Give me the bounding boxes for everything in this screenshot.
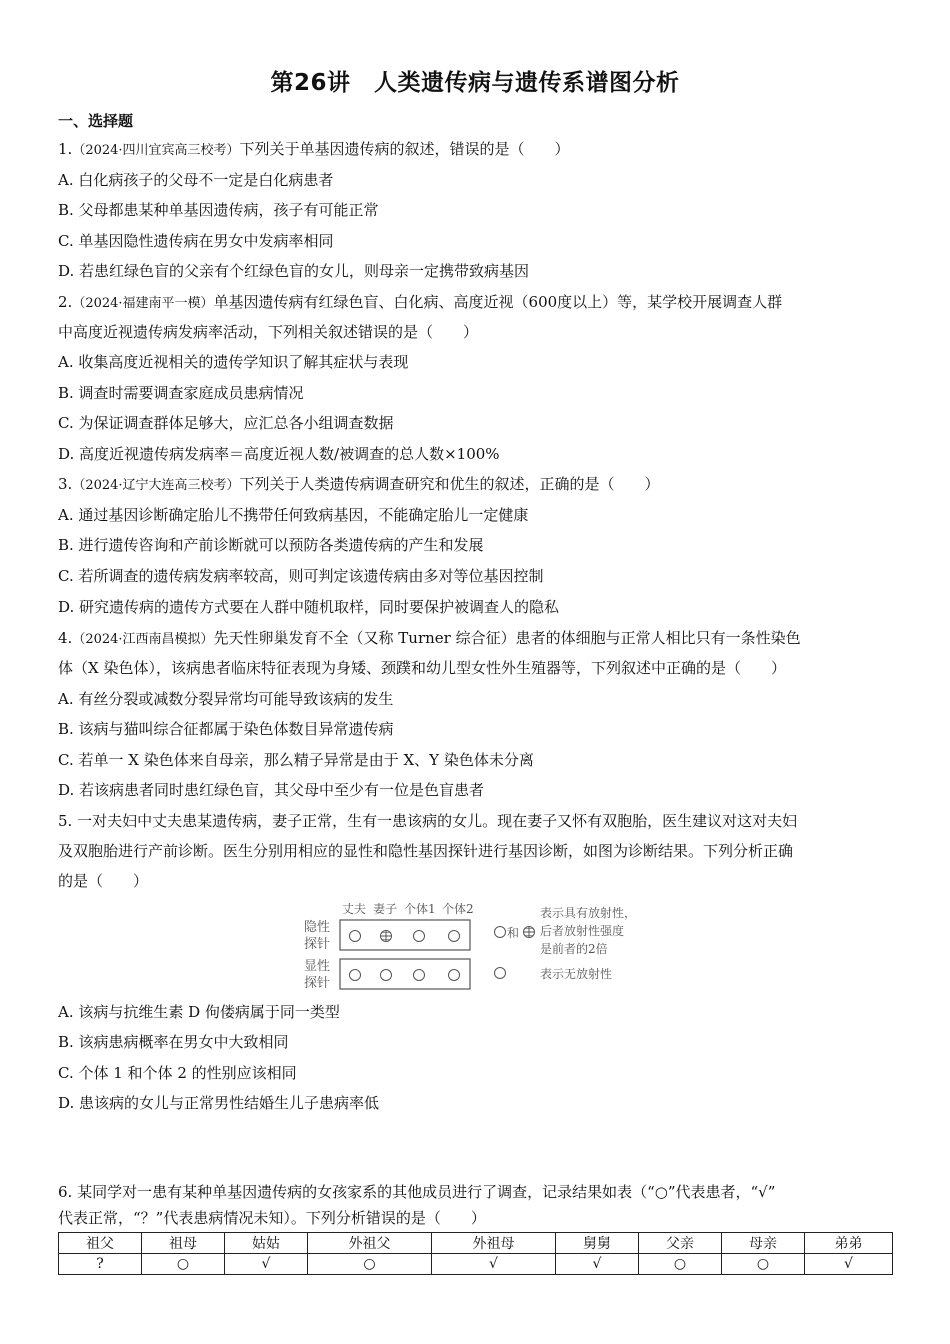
probe-diagnosis-figure — [296, 898, 666, 998]
header-cell: 祖父 — [59, 1233, 142, 1254]
q2-number: 2. — [58, 293, 73, 311]
legend-text-2: 后者放射性强度 — [540, 924, 625, 938]
dot-wife-recessive-strong — [381, 931, 392, 942]
legend-text-1: 表示具有放射性， — [540, 906, 637, 920]
header-cell: 外祖母 — [432, 1233, 556, 1254]
col-husband: 丈夫 — [342, 902, 367, 916]
dot-wife-dominant — [381, 970, 392, 981]
header-cell: 舅舅 — [556, 1233, 639, 1254]
legend-and: 和 — [507, 926, 520, 940]
q4-text-1: 先天性卵巢发育不全（又称 Turner 综合征）患者的体细胞与正常人相比只有一条性染色 — [213, 629, 801, 647]
q4-option-b: B. 该病与猫叫综合征都属于染色体数目异常遗传病 — [58, 720, 394, 738]
q4-option-d: D. 若该病患者同时患红绿色盲，其父母中至少有一位是色盲患者 — [58, 781, 485, 799]
row-recessive-label-2: 探针 — [304, 937, 331, 952]
col-wife: 妻子 — [373, 902, 398, 916]
q5-text-3: 的是（ ） — [58, 872, 149, 890]
q2-source: （2024·福建南平一模） — [72, 296, 214, 311]
value-cell: √ — [432, 1254, 556, 1275]
family-survey-table — [58, 1232, 893, 1275]
q1-option-b: B. 父母都患某种单基因遗传病，孩子有可能正常 — [58, 201, 379, 219]
q4-text-2: 体（X 染色体），该病患者临床特征表现为身矮、颈蹼和幼儿型女性外生殖器等，下列叙述中正确的是（ ） — [58, 659, 786, 677]
q1-number: 1. — [58, 140, 73, 158]
q5-option-a: A. 该病与抗维生素 D 佝偻病属于同一类型 — [58, 1003, 340, 1021]
value-cell: ○ — [639, 1254, 722, 1275]
q5-text-1: 5. 一对夫妇中丈夫患某遗传病，妻子正常，生有一患该病的女儿。现在妻子又怀有双胞胎，医生建议对这对夫妇 — [58, 812, 798, 830]
q5-option-d: D. 患该病的女儿与正常男性结婚生儿子患病率低 — [58, 1094, 380, 1112]
q1-option-d: D. 若患红绿色盲的父亲有个红绿色盲的女儿，则母亲一定携带致病基因 — [58, 262, 530, 280]
dot-individual1-dominant — [414, 970, 425, 981]
q2-text-1: 单基因遗传病有红绿色盲、白化病、高度近视（600度以上）等，某学校开展调查人群 — [213, 293, 783, 311]
row-dominant-label-2: 探针 — [304, 976, 331, 991]
header-cell: 姑姑 — [225, 1233, 308, 1254]
table-header-row — [59, 1233, 893, 1254]
q4-number: 4. — [58, 629, 73, 647]
q3-stem — [58, 474, 892, 496]
value-cell: ○ — [308, 1254, 432, 1275]
q3-source: （2024·辽宁大连高三校考） — [72, 478, 240, 493]
q2-stem — [58, 292, 892, 314]
q3-number: 3. — [58, 475, 73, 493]
q5-option-b: B. 该病患病概率在男女中大致相同 — [58, 1033, 289, 1051]
section-heading: 一、选择题 — [58, 112, 134, 130]
value-cell: ○ — [722, 1254, 805, 1275]
header-cell: 外祖父 — [308, 1233, 432, 1254]
value-cell: √ — [225, 1254, 308, 1275]
q5-text-2: 及双胞胎进行产前诊断。医生分别用相应的显性和隐性基因探针进行基因诊断，如图为诊断结果。下列分析正确 — [58, 842, 794, 860]
row-dominant-label-1: 显性 — [304, 959, 331, 974]
col-individual-2: 个体2 — [442, 902, 474, 916]
legend-dot-radioactive — [495, 927, 506, 938]
table-row — [59, 1254, 893, 1275]
value-cell: √ — [805, 1254, 893, 1275]
q4-option-c: C. 若单一 X 染色体来自母亲，那么精子异常是由于 X、Y 染色体未分离 — [58, 751, 534, 769]
dot-individual1-recessive — [414, 931, 425, 942]
dominant-probe-box — [340, 959, 470, 989]
q2-option-a: A. 收集高度近视相关的遗传学知识了解其症状与表现 — [58, 353, 409, 371]
recessive-probe-box — [340, 920, 470, 950]
dot-husband-dominant — [350, 970, 361, 981]
q1-option-c: C. 单基因隐性遗传病在男女中发病率相同 — [58, 232, 334, 250]
header-cell: 祖母 — [142, 1233, 225, 1254]
dot-individual2-dominant — [449, 970, 460, 981]
legend-text-none: 表示无放射性 — [540, 967, 613, 981]
q2-text-2: 中高度近视遗传病发病率活动，下列相关叙述错误的是（ ） — [58, 323, 479, 341]
header-cell: 母亲 — [722, 1233, 805, 1254]
q3-option-d: D. 研究遗传病的遗传方式要在人群中随机取样，同时要保护被调查人的隐私 — [58, 598, 560, 616]
value-cell: ? — [59, 1254, 142, 1275]
col-individual-1: 个体1 — [404, 902, 436, 916]
q2-option-c: C. 为保证调查群体足够大，应汇总各小组调查数据 — [58, 414, 394, 432]
q4-source: （2024·江西南昌模拟） — [72, 632, 214, 647]
q3-option-a: A. 通过基因诊断确定胎儿不携带任何致病基因，不能确定胎儿一定健康 — [58, 506, 529, 524]
q1-text: 下列关于单基因遗传病的叙述，错误的是（ ） — [239, 140, 570, 158]
legend-dot-none — [495, 968, 506, 979]
header-cell: 父亲 — [639, 1233, 722, 1254]
legend-dot-strong — [524, 927, 535, 938]
q4-stem — [58, 628, 892, 650]
legend-text-3: 是前者的2倍 — [540, 942, 608, 956]
value-cell: ○ — [142, 1254, 225, 1275]
q1-option-a: A. 白化病孩子的父母不一定是白化病患者 — [58, 171, 334, 189]
q6-text-1: 6. 某同学对一患有某种单基因遗传病的女孩家系的其他成员进行了调查，记录结果如表（“○”代表患者，“√” — [58, 1183, 776, 1201]
q2-option-b: B. 调查时需要调查家庭成员患病情况 — [58, 384, 304, 402]
row-recessive-label-1: 隐性 — [304, 920, 331, 935]
q1-stem — [58, 139, 892, 161]
q1-source: （2024·四川宜宾高三校考） — [72, 143, 240, 158]
value-cell: √ — [556, 1254, 639, 1275]
header-cell: 弟弟 — [805, 1233, 893, 1254]
q3-option-c: C. 若所调查的遗传病发病率较高，则可判定该遗传病由多对等位基因控制 — [58, 567, 544, 585]
dot-husband-recessive — [350, 931, 361, 942]
dot-individual2-recessive — [449, 931, 460, 942]
q4-option-a: A. 有丝分裂或减数分裂异常均可能导致该病的发生 — [58, 690, 394, 708]
q2-option-d: D. 高度近视遗传病发病率＝高度近视人数/被调查的总人数×100% — [58, 445, 500, 463]
page-title: 第26讲 人类遗传病与遗传系谱图分析 — [270, 70, 680, 96]
q3-option-b: B. 进行遗传咨询和产前诊断就可以预防各类遗传病的产生和发展 — [58, 536, 484, 554]
q5-option-c: C. 个体 1 和个体 2 的性别应该相同 — [58, 1064, 297, 1082]
q3-text: 下列关于人类遗传病调查研究和优生的叙述，正确的是（ ） — [239, 475, 660, 493]
q6-text-2: 代表正常，“？”代表患病情况未知）。下列分析错误的是（ ） — [58, 1209, 486, 1227]
